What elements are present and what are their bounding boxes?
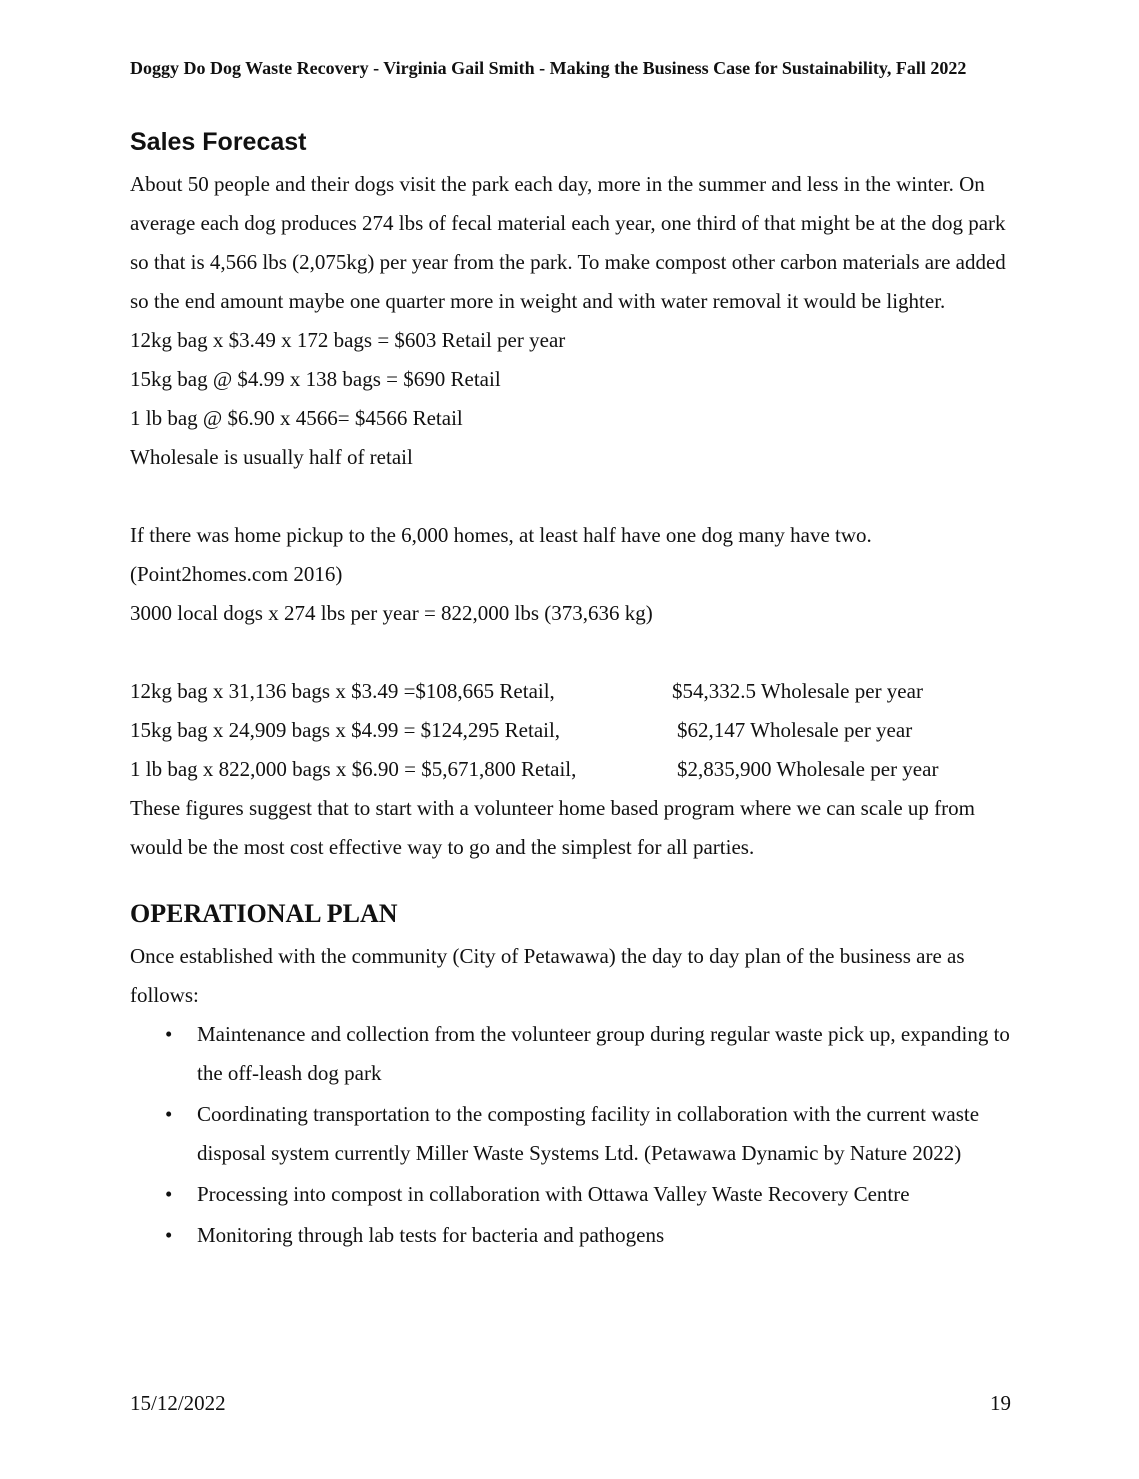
home-row-12kg bbox=[130, 672, 1020, 711]
bullet-icon: • bbox=[165, 1223, 173, 1247]
retail-figure: 12kg bag x 31,136 bags x $3.49 =$108,665 Retail, bbox=[130, 679, 555, 703]
spacer bbox=[130, 633, 1020, 672]
wholesale-figure: $2,835,900 Wholesale per year bbox=[677, 757, 939, 781]
bullet-icon: • bbox=[165, 1022, 173, 1046]
sales-forecast-heading: Sales Forecast bbox=[130, 128, 307, 156]
local-dogs-calculation: 3000 local dogs x 274 lbs per year = 822,000 lbs (373,636 kg) bbox=[130, 601, 653, 625]
page-body bbox=[130, 124, 1020, 1257]
home-row-15kg bbox=[130, 711, 1020, 750]
operational-plan-intro: Once established with the community (City of Petawawa) the day to day plan of the business are as follows: bbox=[130, 944, 965, 1007]
wholesale-figure: $54,332.5 Wholesale per year bbox=[672, 679, 923, 703]
park-line-15kg: 15kg bag @ $4.99 x 138 bags = $690 Retail bbox=[130, 367, 501, 391]
list-item bbox=[130, 1095, 1020, 1173]
spacer bbox=[130, 867, 1020, 895]
list-item-text: Processing into compost in collaboration with Ottawa Valley Waste Recovery Centre bbox=[197, 1182, 910, 1206]
list-item bbox=[130, 1216, 1020, 1255]
wholesale-note: Wholesale is usually half of retail bbox=[130, 445, 413, 469]
list-item bbox=[130, 1015, 1020, 1093]
list-item-text: Monitoring through lab tests for bacteria and pathogens bbox=[197, 1223, 665, 1247]
home-row-1lb bbox=[130, 750, 1020, 789]
spacer bbox=[130, 477, 1020, 516]
park-line-1lb: 1 lb bag @ $6.90 x 4566= $4566 Retail bbox=[130, 406, 463, 430]
sales-forecast-intro: About 50 people and their dogs visit the park each day, more in the summer and less in the winter. On average each dog produces 274 lbs of fecal material each year, one third of that might be at the dog park so that is 4,566 lbs (2,075kg) per year from the park. To make compost other carbon materials are added so the end amount maybe one quarter more in weight and with water removal it would be lighter. bbox=[130, 172, 1006, 313]
sales-conclusion: These figures suggest that to start with a volunteer home based program where we can scale up from would be the most cost effective way to go and the simplest for all parties. bbox=[130, 796, 975, 859]
bullet-icon: • bbox=[165, 1102, 173, 1126]
home-pickup-line: If there was home pickup to the 6,000 homes, at least half have one dog many have two. bbox=[130, 523, 872, 547]
home-pickup-citation: (Point2homes.com 2016) bbox=[130, 562, 343, 586]
list-item-text: Coordinating transportation to the composting facility in collaboration with the current waste disposal system currently Miller Waste Systems Ltd. (Petawawa Dynamic by Nature 2022) bbox=[197, 1102, 980, 1165]
retail-figure: 15kg bag x 24,909 bags x $4.99 = $124,295 Retail, bbox=[130, 718, 561, 742]
list-item bbox=[130, 1175, 1020, 1214]
retail-figure: 1 lb bag x 822,000 bags x $6.90 = $5,671,800 Retail, bbox=[130, 757, 577, 781]
footer-date: 15/12/2022 bbox=[130, 1391, 226, 1415]
operational-plan-heading: OPERATIONAL PLAN bbox=[130, 899, 398, 928]
running-header: Doggy Do Dog Waste Recovery - Virginia Gail Smith - Making the Business Case for Sustainability, Fall 2022 bbox=[130, 58, 967, 78]
bullet-icon: • bbox=[165, 1182, 173, 1206]
operational-plan-list bbox=[130, 1015, 1020, 1255]
wholesale-figure: $62,147 Wholesale per year bbox=[677, 718, 913, 742]
page-number: 19 bbox=[990, 1391, 1011, 1415]
park-line-12kg: 12kg bag x $3.49 x 172 bags = $603 Retail per year bbox=[130, 328, 566, 352]
list-item-text: Maintenance and collection from the volunteer group during regular waste pick up, expanding to the off-leash dog park bbox=[197, 1022, 1010, 1085]
